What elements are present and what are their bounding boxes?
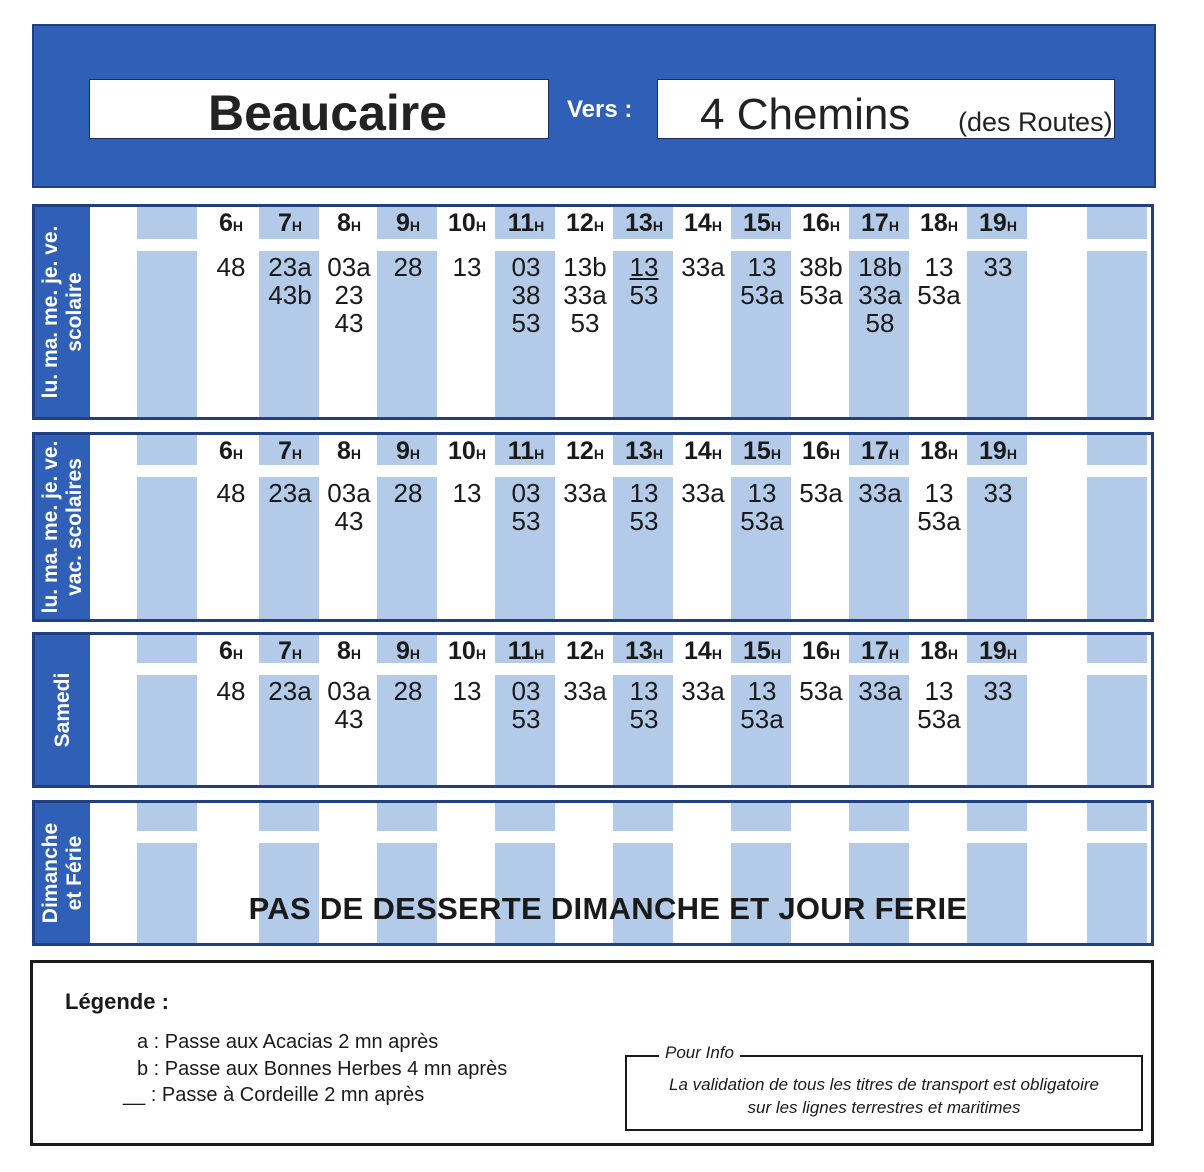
schedule-sunday (32, 800, 1154, 946)
departure-times (673, 677, 733, 705)
departure-time: 33a (858, 478, 902, 508)
departure-time: 13 (629, 252, 659, 282)
departure-times (673, 479, 733, 507)
info-line-2: sur les lignes terrestres et maritimes (747, 1098, 1021, 1117)
legend-underline-text: : Passe à Cordeille 2 mn après (150, 1084, 425, 1106)
section-day-text: lu. ma. me. je. ve. vac. scolaires (38, 440, 86, 614)
departure-time: 23a (268, 252, 312, 282)
departure-time: 18b (858, 252, 902, 282)
legend-a: a : Passe aux Acacias 2 mn après (137, 1031, 439, 1053)
hour-header: 9H (395, 209, 421, 237)
departure-times (496, 253, 556, 337)
destination-name: 4 Chemins (700, 90, 911, 139)
hour-header: 6H (218, 209, 244, 237)
departure-time: 23a (268, 676, 312, 706)
hour-header: 19H (979, 637, 1017, 665)
departure-times (968, 677, 1028, 705)
departure-times (850, 253, 910, 337)
hour-header: 12H (566, 209, 604, 237)
departure-time: 33a (563, 478, 607, 508)
departure-times (614, 253, 674, 309)
info-text (627, 1073, 1141, 1119)
departure-times (909, 253, 969, 309)
departure-time: 58 (865, 308, 895, 338)
hour-column-band (849, 803, 909, 831)
edge-band-right (1087, 251, 1147, 419)
departure-times (496, 677, 556, 733)
departure-times (850, 677, 910, 705)
destination-note: (des Routes) (958, 107, 1113, 137)
departure-time: 53a (799, 280, 843, 310)
departure-times (791, 479, 851, 507)
hour-header: 18H (920, 637, 958, 665)
info-title: Pour Info (659, 1043, 740, 1063)
departure-time: 33a (681, 676, 725, 706)
hour-header: 9H (395, 637, 421, 665)
departure-time: 03 (511, 478, 541, 508)
departure-times (673, 253, 733, 281)
hour-header: 13H (625, 437, 663, 465)
departure-times (732, 677, 792, 733)
hour-column-band (731, 803, 791, 831)
departure-time: 33a (681, 252, 725, 282)
departure-times (437, 677, 497, 705)
departure-time: 03a (327, 252, 371, 282)
departure-time: 33a (563, 280, 607, 310)
departure-times (319, 253, 379, 337)
hour-header: 15H (743, 637, 781, 665)
hour-column-band (495, 803, 555, 831)
departure-times (496, 479, 556, 535)
hour-header: 19H (979, 209, 1017, 237)
section-day-text: Samedi (50, 672, 74, 748)
departure-time: 53a (740, 704, 784, 734)
hour-header: 14H (684, 637, 722, 665)
departure-time: 33a (681, 478, 725, 508)
departure-time: 03a (327, 478, 371, 508)
legend-box (30, 960, 1154, 1146)
departure-time: 43b (268, 280, 312, 310)
hour-column-band (377, 803, 437, 831)
origin-name: Beaucaire (208, 85, 448, 141)
departure-times (201, 253, 261, 281)
departure-times (791, 677, 851, 705)
section-day-text: Dimanche et Férie (38, 822, 86, 924)
hour-header: 6H (218, 437, 244, 465)
edge-band-left (137, 635, 197, 663)
hour-header: 8H (336, 437, 362, 465)
hour-header: 15H (743, 437, 781, 465)
hour-column-band (967, 803, 1027, 831)
departure-time: 53 (629, 704, 659, 734)
hour-header: 13H (625, 637, 663, 665)
departure-time: 13 (747, 676, 777, 706)
departure-time: 13 (924, 252, 954, 282)
departure-time: 13 (747, 252, 777, 282)
schedule-saturday (32, 632, 1154, 788)
departure-time: 23a (268, 478, 312, 508)
hour-header: 10H (448, 437, 486, 465)
hour-header: 7H (277, 437, 303, 465)
departure-times (260, 253, 320, 309)
edge-band-left (137, 435, 197, 465)
direction-label: Vers : (567, 96, 633, 123)
departure-time: 28 (393, 676, 423, 706)
departure-times (614, 479, 674, 535)
departure-time: 48 (216, 478, 246, 508)
departure-times (319, 479, 379, 535)
section-day-text: lu. ma. me. je. ve. scolaire (38, 225, 86, 399)
schedule-weekday-school (32, 204, 1154, 420)
departure-time: 53 (511, 308, 541, 338)
departure-times (260, 677, 320, 705)
edge-band-right (1087, 477, 1147, 619)
edge-band-right (1087, 435, 1147, 465)
departure-time: 53a (917, 280, 961, 310)
hour-header: 11H (507, 637, 545, 665)
departure-time: 13 (629, 478, 659, 508)
legend-b: b : Passe aux Bonnes Herbes 4 mn après (137, 1058, 508, 1080)
departure-times (378, 677, 438, 705)
hour-header: 7H (277, 209, 303, 237)
legend-underline-mark: __ (123, 1084, 146, 1106)
departure-time: 38b (799, 252, 843, 282)
hour-header: 14H (684, 209, 722, 237)
departure-time: 53 (629, 506, 659, 536)
hour-header: 18H (920, 209, 958, 237)
departure-time: 13 (452, 478, 482, 508)
hour-header: 8H (336, 209, 362, 237)
departure-time: 13 (452, 676, 482, 706)
legend-title: Légende : (65, 989, 169, 1014)
departure-times (378, 479, 438, 507)
departure-time: 43 (334, 704, 364, 734)
departure-times (201, 479, 261, 507)
departure-time: 53a (917, 704, 961, 734)
departure-times (909, 677, 969, 733)
edge-band-right (1087, 207, 1147, 239)
departure-times (319, 677, 379, 733)
hour-header: 14H (684, 437, 722, 465)
departure-time: 28 (393, 478, 423, 508)
departure-time: 03a (327, 676, 371, 706)
hour-header: 7H (277, 637, 303, 665)
departure-times (555, 677, 615, 705)
hour-header: 18H (920, 437, 958, 465)
section-day-label (35, 435, 90, 619)
section-day-label (35, 207, 90, 417)
origin-box (89, 79, 549, 139)
hour-header: 11H (507, 209, 545, 237)
hour-header: 12H (566, 437, 604, 465)
departure-time: 53a (740, 280, 784, 310)
departure-times (732, 253, 792, 309)
departure-time: 48 (216, 676, 246, 706)
departure-time: 03 (511, 252, 541, 282)
departure-times (909, 479, 969, 535)
departure-time: 53a (740, 506, 784, 536)
departure-times (791, 253, 851, 309)
hour-header: 12H (566, 637, 604, 665)
edge-band-right (1087, 675, 1147, 787)
edge-band-left (137, 675, 197, 787)
departure-time: 23 (334, 280, 364, 310)
edge-band-right (1087, 803, 1147, 831)
departure-time: 48 (216, 252, 246, 282)
departure-time: 33a (858, 676, 902, 706)
departure-time: 13 (629, 676, 659, 706)
route-header (32, 24, 1156, 188)
hour-header: 11H (507, 437, 545, 465)
departure-times (555, 253, 615, 337)
hour-header: 16H (802, 437, 840, 465)
departure-time: 43 (334, 308, 364, 338)
departure-time: 33a (858, 280, 902, 310)
legend-underline (123, 1084, 424, 1107)
departure-time: 33 (983, 676, 1013, 706)
departure-times (260, 479, 320, 507)
departure-time: 38 (511, 280, 541, 310)
departure-time: 53 (570, 308, 600, 338)
departure-time: 53a (917, 506, 961, 536)
hour-header: 15H (743, 209, 781, 237)
hour-header: 8H (336, 637, 362, 665)
departure-time: 33 (983, 252, 1013, 282)
hour-column-band (259, 803, 319, 831)
departure-times (437, 479, 497, 507)
departure-time: 33a (563, 676, 607, 706)
departure-time: 13 (452, 252, 482, 282)
hour-header: 16H (802, 637, 840, 665)
departure-time: 13b (563, 252, 607, 282)
hour-header: 17H (861, 437, 899, 465)
hour-header: 9H (395, 437, 421, 465)
hour-header: 19H (979, 437, 1017, 465)
edge-band-left (137, 477, 197, 619)
edge-band-left (137, 803, 197, 831)
departure-time: 53a (799, 478, 843, 508)
departure-time: 13 (747, 478, 777, 508)
departure-time: 53a (799, 676, 843, 706)
hour-header: 6H (218, 637, 244, 665)
departure-time: 13 (924, 478, 954, 508)
departure-times (437, 253, 497, 281)
hour-header: 10H (448, 209, 486, 237)
info-box (625, 1043, 1143, 1131)
departure-times (201, 677, 261, 705)
hour-header: 16H (802, 209, 840, 237)
no-service-message: PAS DE DESSERTE DIMANCHE ET JOUR FERIE (248, 891, 968, 926)
schedule-weekday-holidays (32, 432, 1154, 622)
hour-header: 17H (861, 209, 899, 237)
departure-time: 33 (983, 478, 1013, 508)
departure-time: 53 (511, 506, 541, 536)
departure-times (850, 479, 910, 507)
departure-times (968, 253, 1028, 281)
departure-time: 13 (924, 676, 954, 706)
departure-times (732, 479, 792, 535)
hour-header: 17H (861, 637, 899, 665)
departure-time: 53 (629, 280, 659, 310)
departure-time: 28 (393, 252, 423, 282)
hour-column-band (613, 803, 673, 831)
hour-header: 13H (625, 209, 663, 237)
departure-time: 43 (334, 506, 364, 536)
departure-times (614, 677, 674, 733)
info-line-1: La validation de tous les titres de transport est obligatoire (669, 1075, 1099, 1094)
edge-band-right (1087, 635, 1147, 663)
departure-time: 03 (511, 676, 541, 706)
departure-times (968, 479, 1028, 507)
departure-time: 53 (511, 704, 541, 734)
hour-header: 10H (448, 637, 486, 665)
destination-box (657, 79, 1115, 139)
edge-band-left (137, 207, 197, 239)
edge-band-left (137, 251, 197, 419)
section-day-label (35, 635, 90, 785)
departure-times (378, 253, 438, 281)
departure-times (555, 479, 615, 507)
